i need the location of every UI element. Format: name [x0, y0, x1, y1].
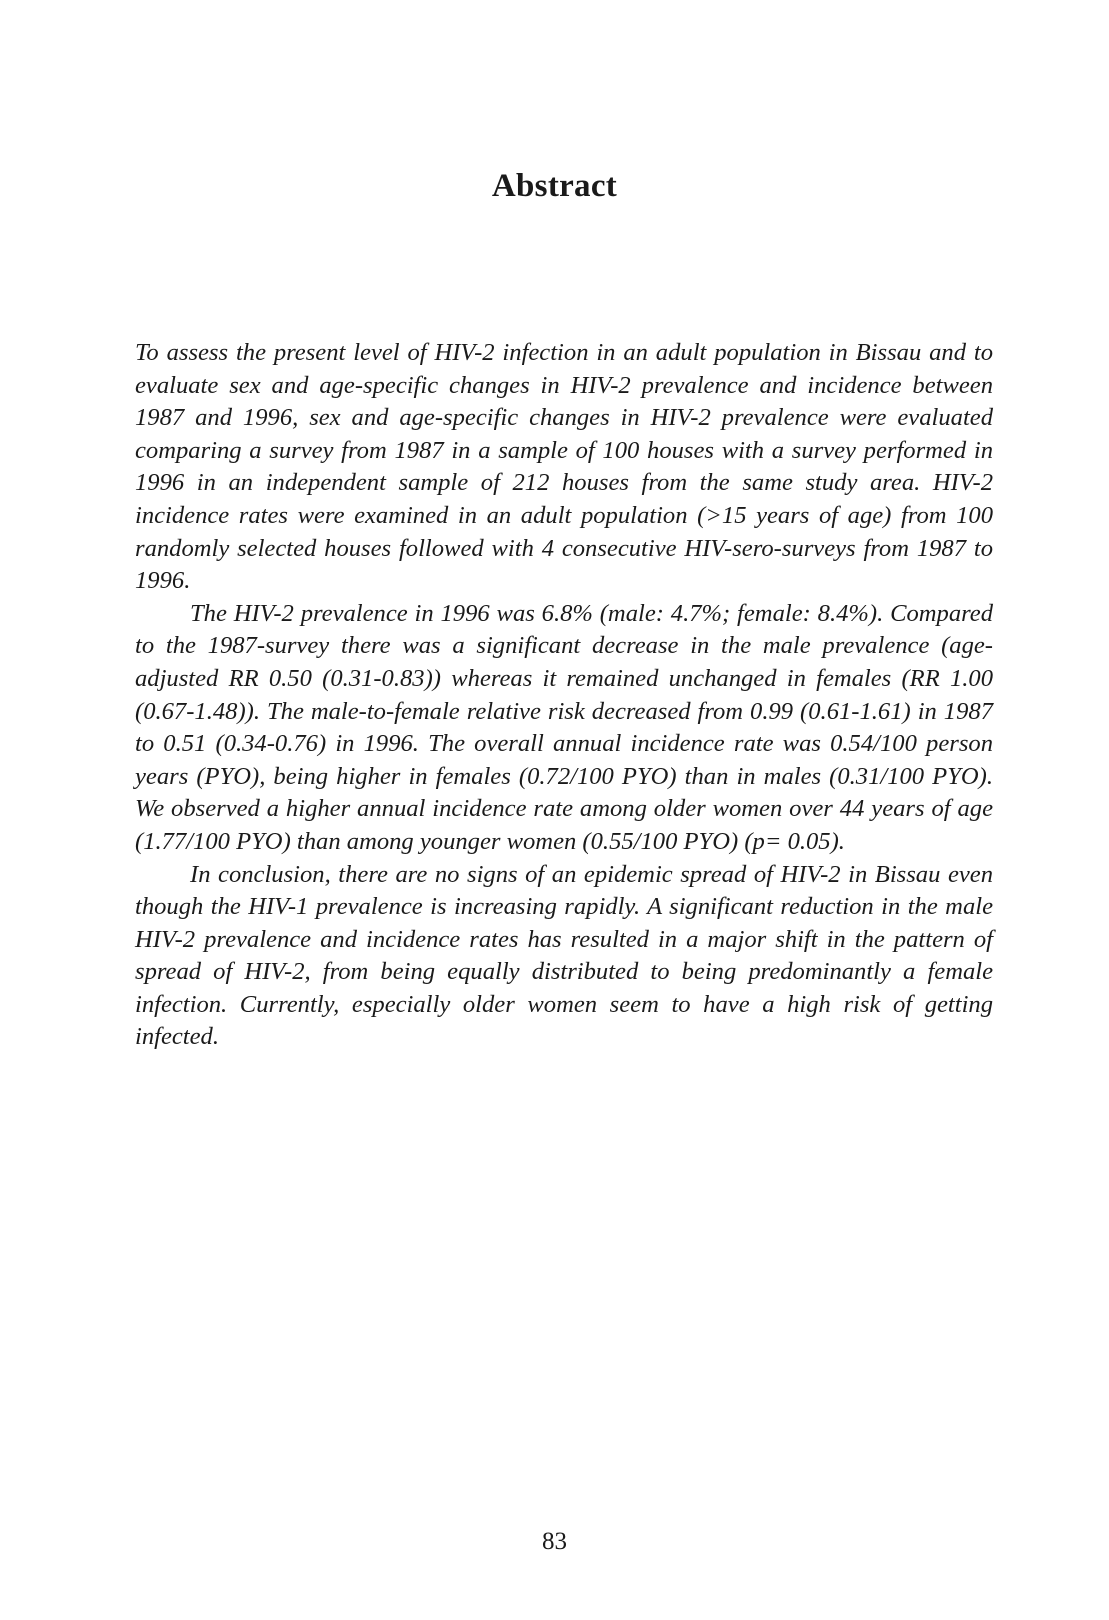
abstract-paragraph-2: The HIV-2 prevalence in 1996 was 6.8% (male: 4.7%; female: 8.4%). Compared to the 1987-survey there was a significant decrease in the male prevalence (age-adjusted RR 0.50 (0.31-0.83)) whereas it remained unchanged in females (RR 1.00 (0.67-1.48)). The male-to-female relative risk decreased from 0.99 (0.61-1.61) in 1987 to 0.51 (0.34-0.76) in 1996. The overall annual incidence rate was 0.54/100 person years (PYO), being higher in females (0.72/100 PYO) than in males (0.31/100 PYO). We observed a higher annual incidence rate among older women over 44 years of age (1.77/100 PYO) than among younger women (0.55/100 PYO) (p= 0.05). — [135, 599, 993, 855]
abstract-paragraph-1: To assess the present level of HIV-2 infection in an adult population in Bissau and to evaluate sex and age-specific changes in HIV-2 prevalence and incidence between 1987 and 1996, sex and age-specific changes in HIV-2 prevalence were evaluated comparing a survey from 1987 in a sample of 100 houses with a survey performed in 1996 in an independent sample of 212 houses from the same study area. HIV-2 incidence rates were examined in an adult population (>15 years of age) from 100 randomly selected houses followed with 4 consecutive HIV-sero-surveys from 1987 to 1996. — [135, 339, 993, 595]
page-number: 83 — [542, 1528, 567, 1555]
page-title: Abstract — [491, 168, 618, 204]
abstract-paragraph-3: In conclusion, there are no signs of an epidemic spread of HIV-2 in Bissau even though the HIV-1 prevalence is increasing rapidly. A significant reduction in the male HIV-2 prevalence and incidence rates has resulted in a major shift in the pattern of spread of HIV-2, from being equally distributed to being predominantly a female infection. Currently, especially older women seem to have a high risk of getting infected. — [135, 860, 993, 1051]
abstract-body — [135, 337, 993, 1054]
